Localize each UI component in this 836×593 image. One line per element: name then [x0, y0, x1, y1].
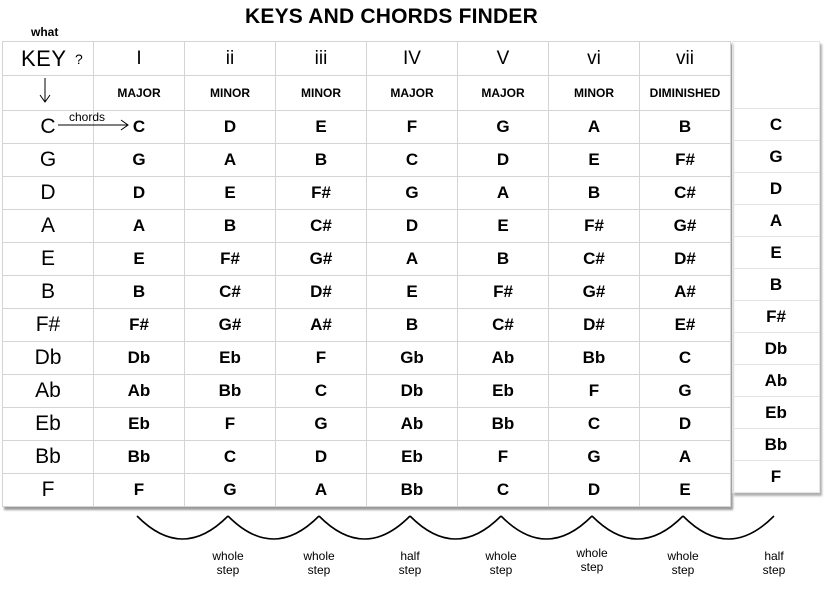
chord-cell: D — [458, 144, 549, 177]
chord-cell: C — [185, 441, 276, 474]
quality-header: MINOR — [185, 76, 276, 111]
step-label-line1: whole — [212, 549, 244, 563]
key-cell: Ab — [3, 375, 94, 408]
chord-cell: G — [367, 177, 458, 210]
step-arc — [683, 516, 774, 539]
chord-cell: F — [94, 474, 185, 507]
chord-cell: C — [367, 144, 458, 177]
chord-cell: D# — [276, 276, 367, 309]
numeral-header: vi — [549, 42, 640, 76]
chord-cell: F — [276, 342, 367, 375]
step-label-line2: step — [762, 563, 786, 577]
octave-cell: B — [732, 269, 820, 301]
octave-cell: Db — [732, 333, 820, 365]
octave-cell: G — [732, 141, 820, 173]
octave-cell: Bb — [732, 429, 820, 461]
chord-cell: F# — [458, 276, 549, 309]
chord-cell: E — [549, 144, 640, 177]
chord-cell: Eb — [94, 408, 185, 441]
chord-cell: A# — [640, 276, 731, 309]
key-cell: Bb — [3, 441, 94, 474]
chord-cell: C# — [640, 177, 731, 210]
chord-cell: F — [185, 408, 276, 441]
right-arrow-icon — [58, 120, 128, 130]
key-cell: E — [3, 243, 94, 276]
chord-cell: A — [94, 210, 185, 243]
what-label: what — [31, 25, 59, 39]
chord-cell: A# — [276, 309, 367, 342]
chord-cell: B — [276, 144, 367, 177]
chord-cell: D — [276, 441, 367, 474]
octave-cell: A — [732, 205, 820, 237]
quality-header: MAJOR — [458, 76, 549, 111]
key-cell: G — [3, 144, 94, 177]
quality-header: MINOR — [276, 76, 367, 111]
chord-cell: A — [276, 474, 367, 507]
chord-cell: C — [640, 342, 731, 375]
chord-cell: C# — [185, 276, 276, 309]
key-cell: A — [3, 210, 94, 243]
chord-cell: B — [94, 276, 185, 309]
step-arc — [319, 516, 410, 539]
step-arc — [592, 516, 683, 539]
chord-cell: F — [367, 111, 458, 144]
chord-cell: Db — [94, 342, 185, 375]
octave-cell: F — [732, 461, 820, 493]
chord-cell: G — [276, 408, 367, 441]
step-arc — [501, 516, 592, 539]
chord-cell: A — [367, 243, 458, 276]
step-label-line1: whole — [485, 549, 517, 563]
numeral-header: V — [458, 42, 549, 76]
chord-cell: F# — [549, 210, 640, 243]
key-question-mark: ? — [75, 51, 83, 67]
chord-cell: E — [276, 111, 367, 144]
quality-header: DIMINISHED — [640, 76, 731, 111]
chord-cell: Ab — [458, 342, 549, 375]
chord-cell: D — [549, 474, 640, 507]
key-cell: F# — [3, 309, 94, 342]
key-cell: Eb — [3, 408, 94, 441]
chord-cell: A — [185, 144, 276, 177]
chord-cell: C — [276, 375, 367, 408]
step-arc — [137, 516, 228, 539]
step-label-line2: step — [307, 563, 331, 577]
step-label-line1: half — [764, 549, 784, 563]
numeral-header: ii — [185, 42, 276, 76]
chord-cell: G — [94, 144, 185, 177]
chord-cell: C — [549, 408, 640, 441]
chord-cell: B — [549, 177, 640, 210]
chord-cell: Gb — [367, 342, 458, 375]
chord-cell: Bb — [549, 342, 640, 375]
key-label: KEY — [21, 46, 67, 71]
chord-cell: B — [640, 111, 731, 144]
chord-cell: C# — [458, 309, 549, 342]
chord-cell: C# — [549, 243, 640, 276]
chord-cell: F# — [276, 177, 367, 210]
chord-cell: E — [640, 474, 731, 507]
step-label — [653, 549, 713, 577]
step-label — [744, 549, 804, 577]
quality-header: MAJOR — [94, 76, 185, 111]
chord-cell: G — [640, 375, 731, 408]
step-label-line2: step — [216, 563, 240, 577]
chord-cell: F — [549, 375, 640, 408]
chord-cell: Bb — [367, 474, 458, 507]
step-label — [380, 549, 440, 577]
down-arrow-icon — [40, 78, 50, 102]
chord-cell: Bb — [185, 375, 276, 408]
chord-cell: E — [458, 210, 549, 243]
chord-cell: A — [640, 441, 731, 474]
octave-cell: Eb — [732, 397, 820, 429]
chord-cell: E# — [640, 309, 731, 342]
chord-cell: Ab — [94, 375, 185, 408]
quality-header: MAJOR — [367, 76, 458, 111]
step-label — [471, 549, 531, 577]
key-cell: Db — [3, 342, 94, 375]
step-label-line2: step — [398, 563, 422, 577]
chord-cell: Eb — [185, 342, 276, 375]
chord-cell: E — [94, 243, 185, 276]
numeral-header: vii — [640, 42, 731, 76]
page-title: KEYS AND CHORDS FINDER — [245, 5, 538, 28]
step-label — [198, 549, 258, 577]
step-label-line2: step — [489, 563, 513, 577]
chord-cell: G — [185, 474, 276, 507]
step-label-line1: whole — [576, 546, 608, 560]
step-arc — [410, 516, 501, 539]
chord-cell: G — [549, 441, 640, 474]
step-label-line2: step — [580, 560, 604, 574]
chord-cell: A — [549, 111, 640, 144]
key-cell: B — [3, 276, 94, 309]
octave-cell: F# — [732, 301, 820, 333]
chord-cell: B — [458, 243, 549, 276]
step-label — [289, 549, 349, 577]
step-label — [562, 546, 622, 574]
chord-cell: D# — [549, 309, 640, 342]
octave-cell: E — [732, 237, 820, 269]
chord-cell: E — [367, 276, 458, 309]
quality-header: MINOR — [549, 76, 640, 111]
octave-cell: D — [732, 173, 820, 205]
key-cell: F — [3, 474, 94, 507]
step-label-line1: half — [400, 549, 420, 563]
step-arc — [228, 516, 319, 539]
chord-cell: Db — [367, 375, 458, 408]
chord-cell: G# — [640, 210, 731, 243]
chord-cell: Eb — [458, 375, 549, 408]
key-cell: C — [3, 111, 94, 144]
step-label-line1: whole — [303, 549, 335, 563]
chord-cell: D# — [640, 243, 731, 276]
chords-label: chords — [69, 110, 106, 124]
step-label-line2: step — [671, 563, 695, 577]
numeral-header: iii — [276, 42, 367, 76]
chord-cell: F# — [94, 309, 185, 342]
chord-cell: Bb — [458, 408, 549, 441]
chord-cell: G — [458, 111, 549, 144]
chord-cell: Ab — [367, 408, 458, 441]
chord-cell: G# — [549, 276, 640, 309]
chord-cell: B — [185, 210, 276, 243]
chord-cell: E — [185, 177, 276, 210]
chord-cell: G# — [185, 309, 276, 342]
step-label-line1: whole — [667, 549, 699, 563]
chord-cell: B — [367, 309, 458, 342]
chord-cell: D — [185, 111, 276, 144]
chord-cell: D — [640, 408, 731, 441]
octave-cell: Ab — [732, 365, 820, 397]
chord-cell: A — [458, 177, 549, 210]
numeral-header: I — [94, 42, 185, 76]
numeral-header: IV — [367, 42, 458, 76]
octave-cell: C — [732, 109, 820, 141]
chord-cell: C — [458, 474, 549, 507]
chord-cell: Bb — [94, 441, 185, 474]
chord-cell: C — [94, 111, 185, 144]
chord-cell: D — [367, 210, 458, 243]
chord-cell: Eb — [367, 441, 458, 474]
chord-cell: F# — [185, 243, 276, 276]
chord-cell: C# — [276, 210, 367, 243]
key-cell: D — [3, 177, 94, 210]
chord-cell: F — [458, 441, 549, 474]
chord-cell: D — [94, 177, 185, 210]
chord-cell: F# — [640, 144, 731, 177]
step-arcs — [137, 516, 774, 539]
chord-cell: G# — [276, 243, 367, 276]
